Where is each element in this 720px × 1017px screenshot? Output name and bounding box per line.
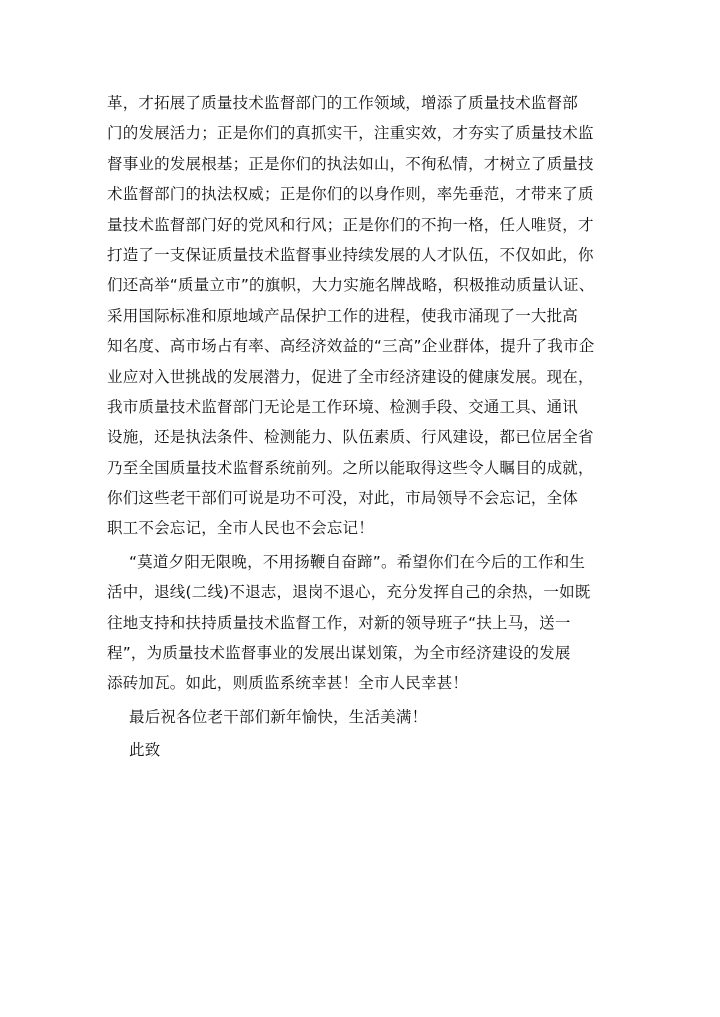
- text-line: 术监督部门的执法权威；正是你们的以身作则，率先垂范，才带来了质: [107, 185, 594, 204]
- text-line: 你们这些老干部们可说是功不可没，对此，市局领导不会忘记，全体: [107, 489, 579, 508]
- text-line: 乃至全国质量技术监督系统前列。之所以能取得这些令人瞩目的成就，: [107, 458, 594, 477]
- document-body: [107, 88, 627, 766]
- text-line: 业应对入世挑战的发展潜力，促进了全市经济建设的健康发展。现在，: [107, 367, 594, 386]
- text-line: 打造了一支保证质量技术监督事业持续发展的人才队伍，不仅如此，你: [107, 245, 594, 264]
- text-line: 门的发展活力；正是你们的真抓实干，注重实效，才夯实了质量技术监: [107, 124, 594, 143]
- text-line: 们还高举“质量立市”的旗帜，大力实施名牌战略，积极推动质量认证、: [107, 276, 595, 295]
- text-line: 往地支持和扶持质量技术监督工作，对新的领导班子“扶上马，送一: [107, 613, 571, 632]
- paragraph-start-line: “莫道夕阳无限晚，不用扬鞭自奋蹄”。希望你们在今后的工作和生: [129, 552, 586, 571]
- text-line: 量技术监督部门好的党风和行风；正是你们的不拘一格，任人唯贤，才: [107, 215, 594, 234]
- text-line: 添砖加瓦。如此，则质监系统幸甚！全市人民幸甚！: [107, 674, 469, 693]
- text-line: 革，才拓展了质量技术监督部门的工作领域，增添了质量技术监督部: [107, 94, 579, 112]
- text-line: 职工不会忘记，全市人民也不会忘记！: [107, 519, 374, 538]
- text-line: 活中，退线(二线)不退志，退岗不退心，充分发挥自己的余热，一如既: [107, 583, 591, 602]
- text-line: 督事业的发展根基；正是你们的执法如山，不徇私情，才树立了质量技: [107, 154, 594, 173]
- salutation-line: 此致: [129, 741, 161, 760]
- text-line: 程”，为质量技术监督事业的发展出谋划策，为全市经济建设的发展: [107, 644, 571, 663]
- text-line: 知名度、高市场占有率、高经济效益的“三高”企业群体，提升了我市企: [107, 337, 595, 356]
- text-line: 设施，还是执法条件、检测能力、队伍素质、行风建设，都已位居全省: [107, 428, 594, 447]
- closing-wish-line: 最后祝各位老干部们新年愉快，生活美满！: [129, 707, 428, 726]
- text-line: 我市质量技术监督部门无论是工作环境、检测手段、交通工具、通讯: [107, 397, 579, 416]
- text-line: 采用国际标准和原地域产品保护工作的进程，使我市涌现了一大批高: [107, 306, 579, 325]
